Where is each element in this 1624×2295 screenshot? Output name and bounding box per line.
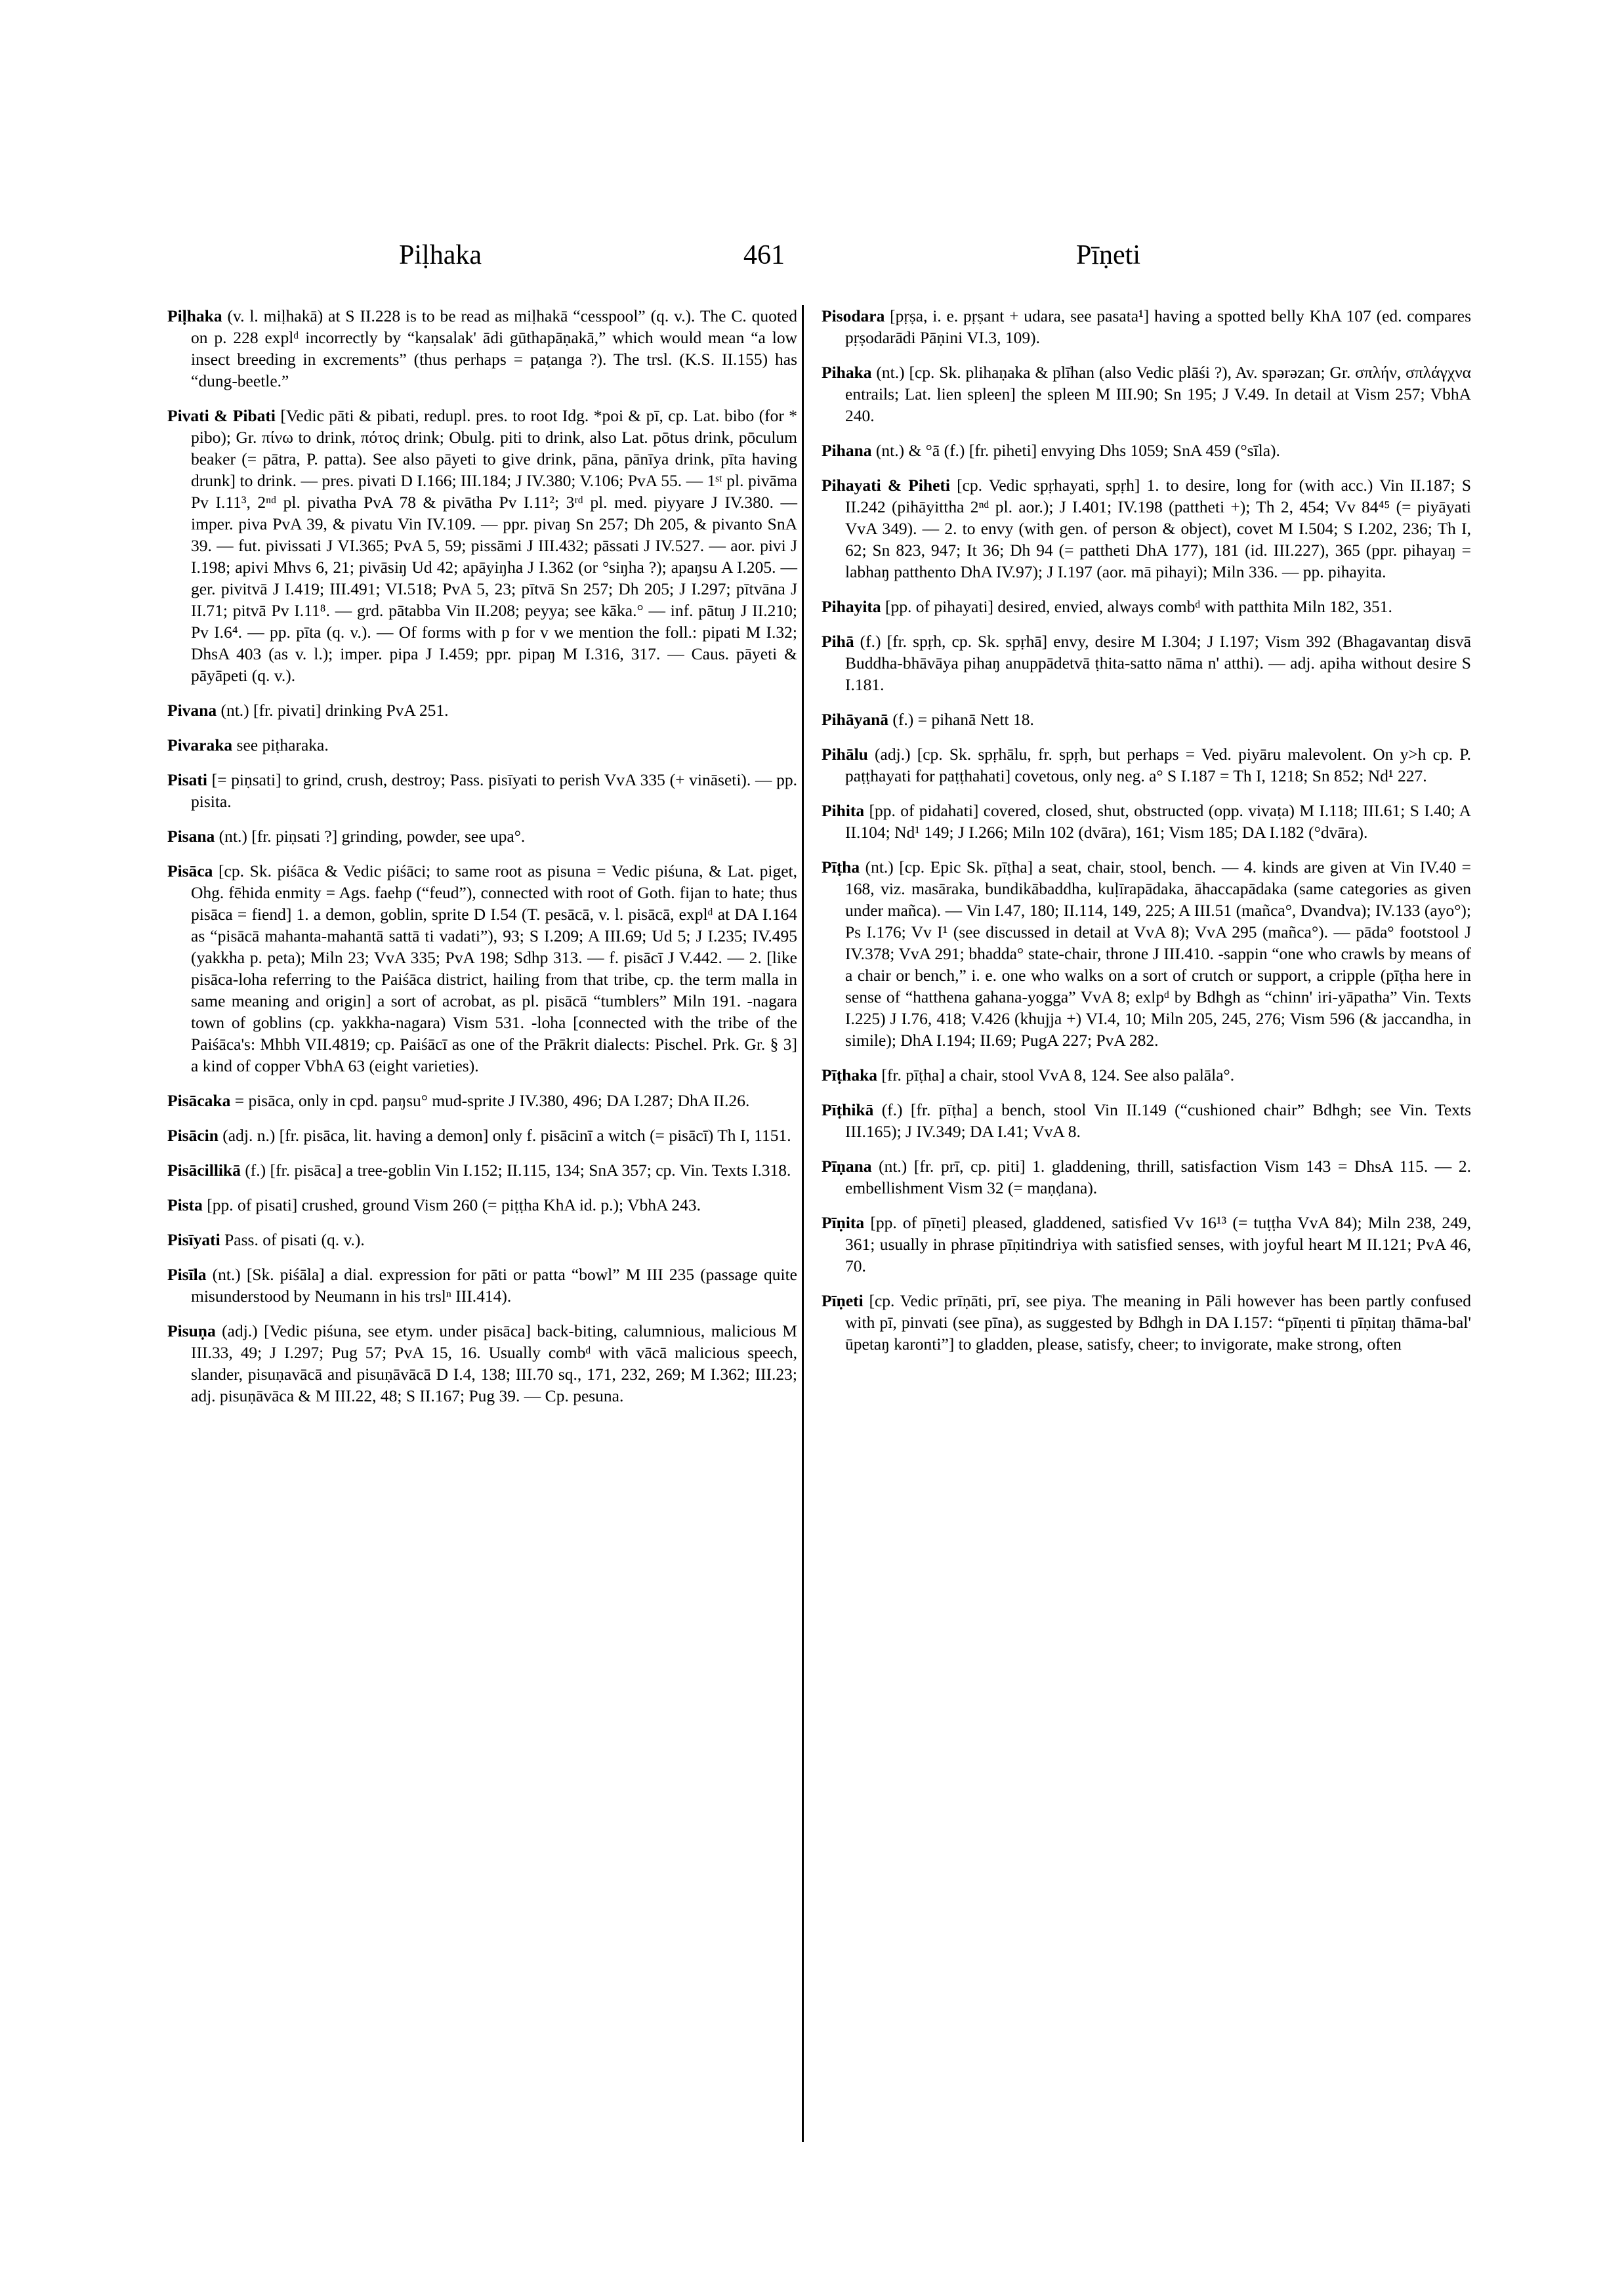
entry-text: [Vedic pāti & pibati, redupl. pres. to root Idg. *poi & pī, cp. Lat. bibo (for * pibo); Gr. πίνω to drink, πότος drink; Obulg. piti to drink, also Lat. pōtus drink, pōculum beaker (= pātra, P. patta). See also pāyeti to give drink, pāna, pānīya drink, pīta having drunk] to drink. — pres. pivati D I.166; III.184; J IV.380; V.106; PvA 55. — 1ˢᵗ pl. pivāma Pv I.11³, 2ⁿᵈ pl. pivatha PvA 78 & pivātha Pv I.11²; 3ʳᵈ pl. med. piyyare J IV.380. — imper. piva PvA 39, & pivatu Vin IV.109. — ppr. pivaŋ Sn 257; Dh 205, & pivanto SnA 39. — fut. pivissati J VI.365; PvA 5, 59; pissāmi J III.432; pāssati J IV.527. — aor. pivi J I.198; apivi Mhvs 6, 21; pivāsiŋ Ud 42; apāyiŋha J I.362 (or °siŋha ?); apaŋsu A I.205. — ger. pivitvā J I.419; III.491; VI.518; PvA 5, 23; pītvā Sn 257; Dh 205; J I.297; pītvāna J II.71; pitvā Pv I.11⁸. — grd. pātabba Vin II.208; peyya; see kāka.° — inf. pātuŋ J II.210; Pv I.6⁴. — pp. pīta (q. v.). — Of forms with p for v we mention the foll.: pipati M I.32; DhsA 403 (as v. l.); imper. pipa J I.459; ppr. pipaŋ M I.316, 317. — Caus. pāyeti & pāyāpeti (q. v.). (191, 406, 797, 685)
entry-text: (nt.) [cp. Epic Sk. pīṭha] a seat, chair, stool, bench. — 4. kinds are given at Vin IV.40 = 168, viz. masāraka, bundikābaddha, kuḷīrapādaka, āhaccapādaka (same categories as given under mañca). — Vin I.47, 180; II.114, 149, 225; A III.51 (mañca°, Dvandva); IV.133 (ayo°); Ps I.176; Vv I¹ (see discussed in detail at VvA 8); VvA 295 (mañca°). — pāda° footstool J IV.378; VvA 291; bhadda° state-chair, throne J III.410. -sappin “one who crawls by means of a chair or bench,” i. e. one who walks on a sort of crutch or support, a cripple (pīṭha here in sense of “hatthena gahana-yogga” VvA 8; exlpᵈ by Bdhgh as “chinn' iri-yāpatha” Vin. Texts I.225) J I.76, 418; V.426 (khujja +) VI.4, 10; Miln 205, 245, 276; Vism 596 (& jaccandha, in simile); DhA I.194; II.69; PugA 227; PvA 282. (845, 858, 1471, 1050)
dictionary-entry (167, 1159, 797, 1181)
dictionary-entry (822, 631, 1471, 695)
dictionary-entry (167, 405, 797, 686)
entry-text: (f.) [fr. pīṭha] a bench, stool Vin II.149 (“cushioned chair” Bdhgh; see Vin. Texts III.165); J IV.349; DA I.41; VvA 8. (845, 1100, 1471, 1141)
entry-text: (nt.) [fr. piṇsati ?] grinding, powder, see upa°. (215, 827, 526, 846)
entry-text: [pp. of pidahati] covered, closed, shut, obstructed (opp. vivaṭa) M I.118; III.61; S I.40; A II.104; Nd¹ 149; J I.266; Miln 102 (dvāra), 161; Vism 185; DA I.182 (°dvāra). (845, 801, 1471, 842)
dictionary-entry (167, 305, 797, 392)
dictionary-entry (167, 1264, 797, 1307)
entry-text: [fr. pīṭha] a chair, stool VvA 8, 124. See also palāla°. (877, 1065, 1235, 1085)
page-number: 461 (743, 240, 785, 270)
column-divider (802, 305, 804, 2142)
entry-text: [cp. Vedic prīṇāti, prī, see piya. The meaning in Pāli however has been partly confused with pī, pinvati (see pīna), as suggested by Bdhgh in DA I.157: “pīṇenti ti pīṇitaŋ thāma-bal' ūpetaŋ karonti”] to gladden, please, satisfy, cheer; to invigorate, make strong, often (845, 1291, 1471, 1354)
entry-headword: Pisācillikā (167, 1161, 241, 1180)
entry-headword: Pisīyati (167, 1230, 220, 1249)
entry-text: [pp. of pihayati] desired, envied, always combᵈ with patthita Miln 182, 351. (881, 597, 1392, 616)
entry-headword: Pisācaka (167, 1091, 231, 1110)
dictionary-entry (167, 1194, 797, 1216)
entry-headword: Pihāyanā (822, 710, 889, 729)
entry-headword: Pivati & Pibati (167, 406, 276, 425)
right-column (822, 305, 1471, 1368)
dictionary-entry (167, 769, 797, 812)
entry-headword: Pisīla (167, 1265, 207, 1284)
entry-text: [pp. of pīṇeti] pleased, gladdened, satisfied Vv 16¹³ (= tuṭṭha VvA 84); Miln 238, 249, 361; usually in phrase pīṇitindriya with satisfied senses, with joyful heart M II.121; PvA 46, 70. (845, 1213, 1471, 1275)
entry-text: see piṭharaka. (232, 735, 329, 755)
running-head-right: Pīṇeti (1076, 240, 1141, 270)
entry-headword: Pīṇeti (822, 1291, 864, 1310)
entry-headword: Pihayati & Piheti (822, 476, 950, 495)
entry-headword: Pīṇita (822, 1213, 865, 1232)
entry-text: (v. l. miḷhakā) at S II.228 is to be read as miḷhakā “cesspool” (q. v.). The C. quoted on p. 228 explᵈ incorrectly by “kaṇsalak' ādi gūthapāṇakā,” which would mean “a low insect breeding in excrements” (thus perhaps = paṭanga ?). The trsl. (K.S. II.155) has “dung-beetle.” (191, 306, 797, 390)
dictionary-entry (822, 305, 1471, 348)
dictionary-entry (167, 1320, 797, 1407)
entry-headword: Pisati (167, 770, 207, 789)
dictionary-entry (822, 800, 1471, 843)
dictionary-entry (167, 825, 797, 847)
entry-headword: Pihita (822, 801, 865, 820)
entry-headword: Piḷhaka (167, 306, 222, 325)
dictionary-entry (822, 596, 1471, 617)
dictionary-entry (822, 1155, 1471, 1199)
entry-headword: Pisuṇa (167, 1321, 216, 1340)
entry-text: = pisāca, only in cpd. paŋsu° mud-sprite J IV.380, 496; DA I.287; DhA II.26. (230, 1091, 750, 1110)
dictionary-entry (822, 1099, 1471, 1142)
dictionary-entry (167, 1229, 797, 1251)
dictionary-entry (167, 1125, 797, 1146)
entry-headword: Pisāca (167, 861, 213, 880)
entry-text: (nt.) [Sk. piśāla] a dial. expression for pāti or patta “bowl” M III 235 (passage quite misunderstood by Neumann in his trslⁿ III.414). (191, 1265, 797, 1306)
entry-headword: Pīṭhikā (822, 1100, 874, 1119)
dictionary-entry (822, 743, 1471, 787)
dictionary-entry (822, 362, 1471, 426)
entry-headword: Pihana (822, 441, 872, 460)
entry-headword: Pihā (822, 632, 854, 651)
dictionary-entry (822, 709, 1471, 730)
entry-headword: Pisodara (822, 306, 885, 325)
entry-text: (f.) = pihanā Nett 18. (888, 710, 1034, 729)
entry-text: (nt.) [cp. Sk. plihaṇaka & plīhan (also Vedic plāśi ?), Av. spərəzan; Gr. σπλήν, σπλάγχνα entrails; Lat. lien spleen] the spleen M III.90; Sn 195; J V.49. In detail at Vism 257; VbhA 240. (845, 363, 1471, 425)
entry-text: [cp. Vedic spṛhayati, spṛh] 1. to desire, long for (with acc.) Vin II.187; S II.242 (pihāyittha 2ⁿᵈ pl. aor.); J I.401; IV.198 (pattheti +); Th 2, 454; Vv 84⁴⁵ (= piyāyati VvA 349). — 2. to envy (with gen. of person & object), covet M I.504; S I.202, 236; Th I, 62; Sn 823, 947; It 36; Dh 94 (= pattheti DhA 177), 181 (id. III.227), 365 (ppr. pihayaŋ = labhaŋ patthento DhA IV.97); J I.197 (aor. mā pihayi); Miln 336. — pp. pihayita. (845, 476, 1471, 581)
entry-text: [= piṇsati] to grind, crush, destroy; Pass. pisīyati to perish VvA 335 (+ vināseti). — pp. pisita. (191, 770, 797, 811)
entry-headword: Pista (167, 1195, 203, 1214)
entry-text: (adj. n.) [fr. pisāca, lit. having a demon] only f. pisācinī a witch (= pisācī) Th I, 1151. (218, 1126, 791, 1145)
dictionary-entry (822, 474, 1471, 583)
dictionary-entry (167, 860, 797, 1077)
entry-text: [pṛṣa, i. e. pṛṣant + udara, see pasata¹] having a spotted belly KhA 107 (ed. compares pṛṣodarādi Pāṇini VI.3, 109). (845, 306, 1471, 347)
entry-text: (adj.) [cp. Sk. spṛhālu, fr. spṛh, but perhaps = Ved. piyāru malevolent. On y>h cp. P. paṭṭhayati for paṭṭhahati] covetous, only neg. a° S I.187 = Th I, 1218; Sn 852; Nd¹ 227. (845, 745, 1471, 785)
entry-text: (adj.) [Vedic piśuna, see etym. under pisāca] back-biting, calumnious, malicious M III.33, 49; J I.297; Pug 57; PvA 15, 16. Usually combᵈ with vācā malicious speech, slander, pisuṇavācā and pisuṇāvācā D I.4, 138; III.70 sq., 171, 232, 269; M I.362; III.23; adj. pisuṇāvāca & M III.22, 48; S II.167; Pug 39. — Cp. pesuna. (191, 1321, 797, 1405)
entry-headword: Pīṭhaka (822, 1065, 878, 1085)
entry-headword: Pīṇana (822, 1157, 872, 1176)
dictionary-entry (822, 1290, 1471, 1355)
entry-headword: Pihālu (822, 745, 868, 764)
dictionary-entry (822, 440, 1471, 461)
dictionary-entry (167, 734, 797, 756)
entry-text: Pass. of pisati (q. v.). (220, 1230, 365, 1249)
entry-text: (nt.) [fr. pivati] drinking PvA 251. (217, 701, 449, 720)
dictionary-entry (822, 1212, 1471, 1277)
dictionary-entry (167, 1090, 797, 1111)
entry-headword: Pihayita (822, 597, 881, 616)
entry-headword: Pivaraka (167, 735, 233, 755)
entry-text: (f.) [fr. spṛh, cp. Sk. spṛhā] envy, desire M I.304; J I.197; Vism 392 (Bhagavantaŋ disvā Buddha-bhāvāya pihaŋ anuppādetvā ṭhita-satto nāma n' atthi). — adj. apiha without desire S I.181. (845, 632, 1471, 694)
dictionary-entry (167, 699, 797, 721)
dictionary-entry (822, 1064, 1471, 1086)
left-column (167, 305, 797, 1420)
entry-text: (nt.) & °ā (f.) [fr. piheti] envying Dhs 1059; SnA 459 (°sīla). (871, 441, 1280, 460)
entry-text: (f.) [fr. pisāca] a tree-goblin Vin I.152; II.115, 134; SnA 357; cp. Vin. Texts I.318. (240, 1161, 791, 1180)
running-head-left: Piḷhaka (399, 240, 482, 270)
entry-headword: Pisācin (167, 1126, 219, 1145)
entry-text: [pp. of pisati] crushed, ground Vism 260 (= piṭṭha KhA id. p.); VbhA 243. (202, 1195, 701, 1214)
entry-headword: Pihaka (822, 363, 872, 382)
entry-headword: Pisana (167, 827, 215, 846)
dictionary-entry (822, 856, 1471, 1051)
entry-text: [cp. Sk. piśāca & Vedic piśāci; to same root as pisuna = Vedic piśuna, & Lat. piget, Ohg. fēhida enmity = Ags. faehp (“feud”), connected with root of Goth. fijan to hate; thus pisāca = fiend] 1. a demon, goblin, sprite D I.54 (T. pesācā, v. l. pisācā, explᵈ at DA I.164 as “pisācā mahanta-mahantā sattā ti vadati”), 93; S I.209; A III.69; Ud 5; J I.235; IV.495 (yakkha p. peta); Miln 23; VvA 335; PvA 198; Sdhp 313. — f. pisācī J V.442. — 2. [like pisāca-loha referring to the Paiśāca district, hailing from that tribe, cp. the term malla in same meaning and origin] a sort of acrobat, as pl. pisācā “tumblers” Miln 191. -nagara town of goblins (cp. yakkha-nagara) Vism 531. -loha [connected with the tribe of the Paiśāca's: Mhbh VII.4819; cp. Paiśācī as one of the Prākrit dialects: Pischel. Prk. Gr. § 3] a kind of copper VbhA 63 (eight varieties). (191, 861, 797, 1075)
entry-text: (nt.) [fr. prī, cp. piti] 1. gladdening, thrill, satisfaction Vism 143 = DhsA 115. — 2. embellishment Vism 32 (= maṇḍana). (845, 1157, 1471, 1197)
entry-headword: Pīṭha (822, 858, 860, 877)
entry-headword: Pivana (167, 701, 217, 720)
